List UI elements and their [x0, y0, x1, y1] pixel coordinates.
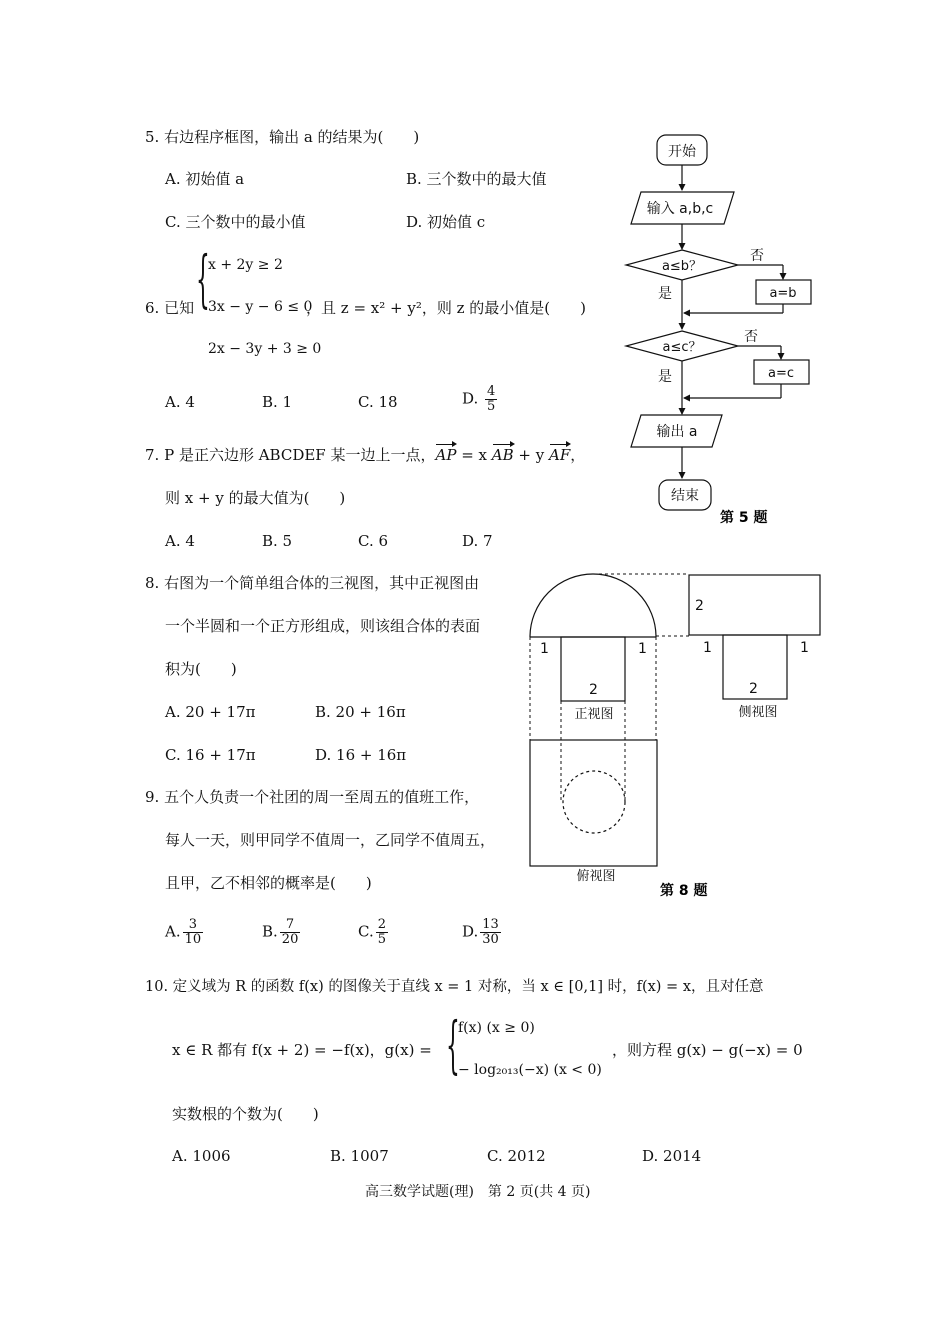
- q9-option-a-num: 3: [183, 918, 204, 933]
- q7-eq: = x: [456, 446, 492, 464]
- flow-assign2-label: a=c: [767, 366, 795, 381]
- q5-option-d: D. 初始值 c: [406, 213, 486, 231]
- top-view-label: 俯视图: [576, 869, 616, 884]
- front-view-label: 正视图: [574, 707, 614, 722]
- flow-cond2-label: a≤c？: [662, 340, 702, 355]
- front-semicircle: [530, 574, 656, 637]
- q10-line2a: x ∈ R 都有 f(x + 2) = −f(x)，g(x) =: [172, 1041, 432, 1059]
- q6-option-b: B. 1: [262, 393, 293, 411]
- q9-option-c-den: 5: [377, 932, 386, 947]
- front-dim-bottom: 2: [589, 682, 598, 698]
- q10-line3: 实数根的个数为( ): [172, 1105, 319, 1123]
- q8-option-c: C. 16 + 17π: [165, 746, 256, 764]
- q9-option-d-num: 13: [482, 917, 499, 932]
- side-view-label: 侧视图: [738, 705, 778, 720]
- q6-option-d-label: D.: [462, 389, 479, 408]
- q5-option-c: C. 三个数中的最小值: [165, 213, 306, 231]
- q5-option-a: A. 初始值 a: [165, 170, 245, 188]
- q8-line3: 积为( ): [165, 660, 237, 678]
- q7-option-b: B. 5: [262, 532, 293, 550]
- q7-option-d: D. 7: [462, 532, 493, 550]
- q8-option-a: A. 20 + 17π: [165, 703, 256, 721]
- q9-line3: 且甲，乙不相邻的概率是( ): [165, 874, 372, 892]
- front-dim-right: 1: [638, 641, 647, 657]
- q9-option-c-num: 2: [377, 917, 386, 932]
- q6-option-c: C. 18: [358, 393, 398, 411]
- q9-option-b-label: B.: [262, 922, 278, 941]
- side-rect-top: [689, 575, 820, 635]
- q6-constraint-3: 2x − 3y + 3 ≥ 0: [208, 341, 322, 357]
- q6-brace: {: [196, 242, 210, 315]
- q10-line1: 10. 定义域为 R 的函数 f(x) 的图像关于直线 x = 1 对称，当 x ∈ [0,1] 时，f(x) = x，且对任意: [145, 979, 764, 995]
- q6-constraint-2: 3x − y − 6 ≤ 0: [208, 299, 313, 315]
- q6-constraint-1: x + 2y ≥ 2: [208, 257, 283, 273]
- q9-option-b-num: 7: [280, 918, 301, 933]
- q9-option-b-den: 20: [281, 932, 299, 947]
- front-dim-left: 1: [540, 641, 549, 657]
- q10-option-b: B. 1007: [330, 1147, 389, 1165]
- page-footer: 高三数学试题(理) 第 2 页(共 4 页): [365, 1184, 591, 1200]
- q10-line2b: ，则方程 g(x) − g(−x) = 0: [612, 1041, 803, 1059]
- q8-line1: 8. 右图为一个简单组合体的三视图，其中正视图由: [145, 574, 480, 592]
- q9-option-d-label: D.: [462, 922, 479, 941]
- q8-option-b: B. 20 + 16π: [315, 703, 406, 721]
- flow-assign1-label: a=b: [769, 286, 797, 301]
- vector-ab: AB: [491, 446, 514, 464]
- q10-brace: {: [446, 1008, 460, 1081]
- q7-line2: 则 x + y 的最大值为( ): [165, 489, 346, 507]
- q10-option-c: C. 2012: [487, 1147, 546, 1165]
- q6-option-a: A. 4: [165, 393, 195, 411]
- flow-no-label-1: 否: [750, 248, 764, 264]
- q9-option-a-label: A.: [165, 922, 181, 941]
- flow-caption: 第 5 题: [720, 510, 768, 526]
- q6-option-d-num: 4: [487, 384, 496, 399]
- q5-stem: 5. 右边程序框图，输出 a 的结果为( ): [145, 128, 420, 146]
- q6-option-d-den: 5: [487, 399, 496, 414]
- q7-option-a: A. 4: [165, 532, 195, 550]
- q9-option-d-den: 30: [482, 932, 499, 947]
- top-view-square: [530, 740, 657, 866]
- side-dim-height: 2: [695, 598, 704, 614]
- side-dim-right: 1: [800, 640, 809, 656]
- q7-comma: ，: [570, 446, 586, 464]
- flow-yes-label-1: 是: [658, 286, 672, 302]
- q9-option-a-den: 10: [184, 932, 202, 947]
- q8-option-d: D. 16 + 16π: [315, 746, 407, 764]
- q5-option-b: B. 三个数中的最大值: [406, 170, 547, 188]
- q10-case-1: f(x) (x ≥ 0): [458, 1020, 535, 1036]
- flow-yes-label-2: 是: [658, 369, 672, 385]
- flow-output-label: 输出 a: [656, 424, 698, 440]
- flow-cond1-label: a≤b？: [661, 259, 703, 274]
- q10-option-a: A. 1006: [172, 1147, 231, 1165]
- q6-suffix: ，且 z = x² + y²，则 z 的最小值是( ): [306, 299, 586, 317]
- flow-start-label: 开始: [668, 144, 696, 160]
- q9-line2: 每人一天，则甲同学不值周一，乙同学不值周五，: [165, 831, 496, 849]
- q6-prefix: 6. 已知: [145, 299, 195, 317]
- side-dim-bottom: 2: [749, 681, 758, 697]
- q7-option-c: C. 6: [358, 532, 389, 550]
- flow-input-label: 输入 a,b,c: [646, 201, 714, 217]
- q7-plus: + y: [513, 446, 549, 464]
- q10-case-2: − log₂₀₁₃(−x) (x < 0): [458, 1062, 602, 1078]
- q8-line2: 一个半圆和一个正方形组成，则该组合体的表面: [165, 617, 481, 635]
- side-dim-left: 1: [703, 640, 712, 656]
- q9-option-c-label: C.: [358, 922, 374, 941]
- flow-no-label-2: 否: [744, 329, 758, 345]
- q9-line1: 9. 五个人负责一个社团的周一至周五的值班工作，: [145, 788, 480, 806]
- top-view-circle: [563, 771, 625, 833]
- vector-ap: AP: [435, 446, 457, 464]
- q7-line1-text: 7. P 是正六边形 ABCDEF 某一边上一点，: [145, 446, 436, 464]
- q10-option-d: D. 2014: [642, 1147, 702, 1165]
- views-caption: 第 8 题: [660, 883, 708, 899]
- flowchart: [626, 135, 811, 510]
- vector-af: AF: [548, 446, 571, 464]
- flow-end-label: 结束: [671, 488, 699, 504]
